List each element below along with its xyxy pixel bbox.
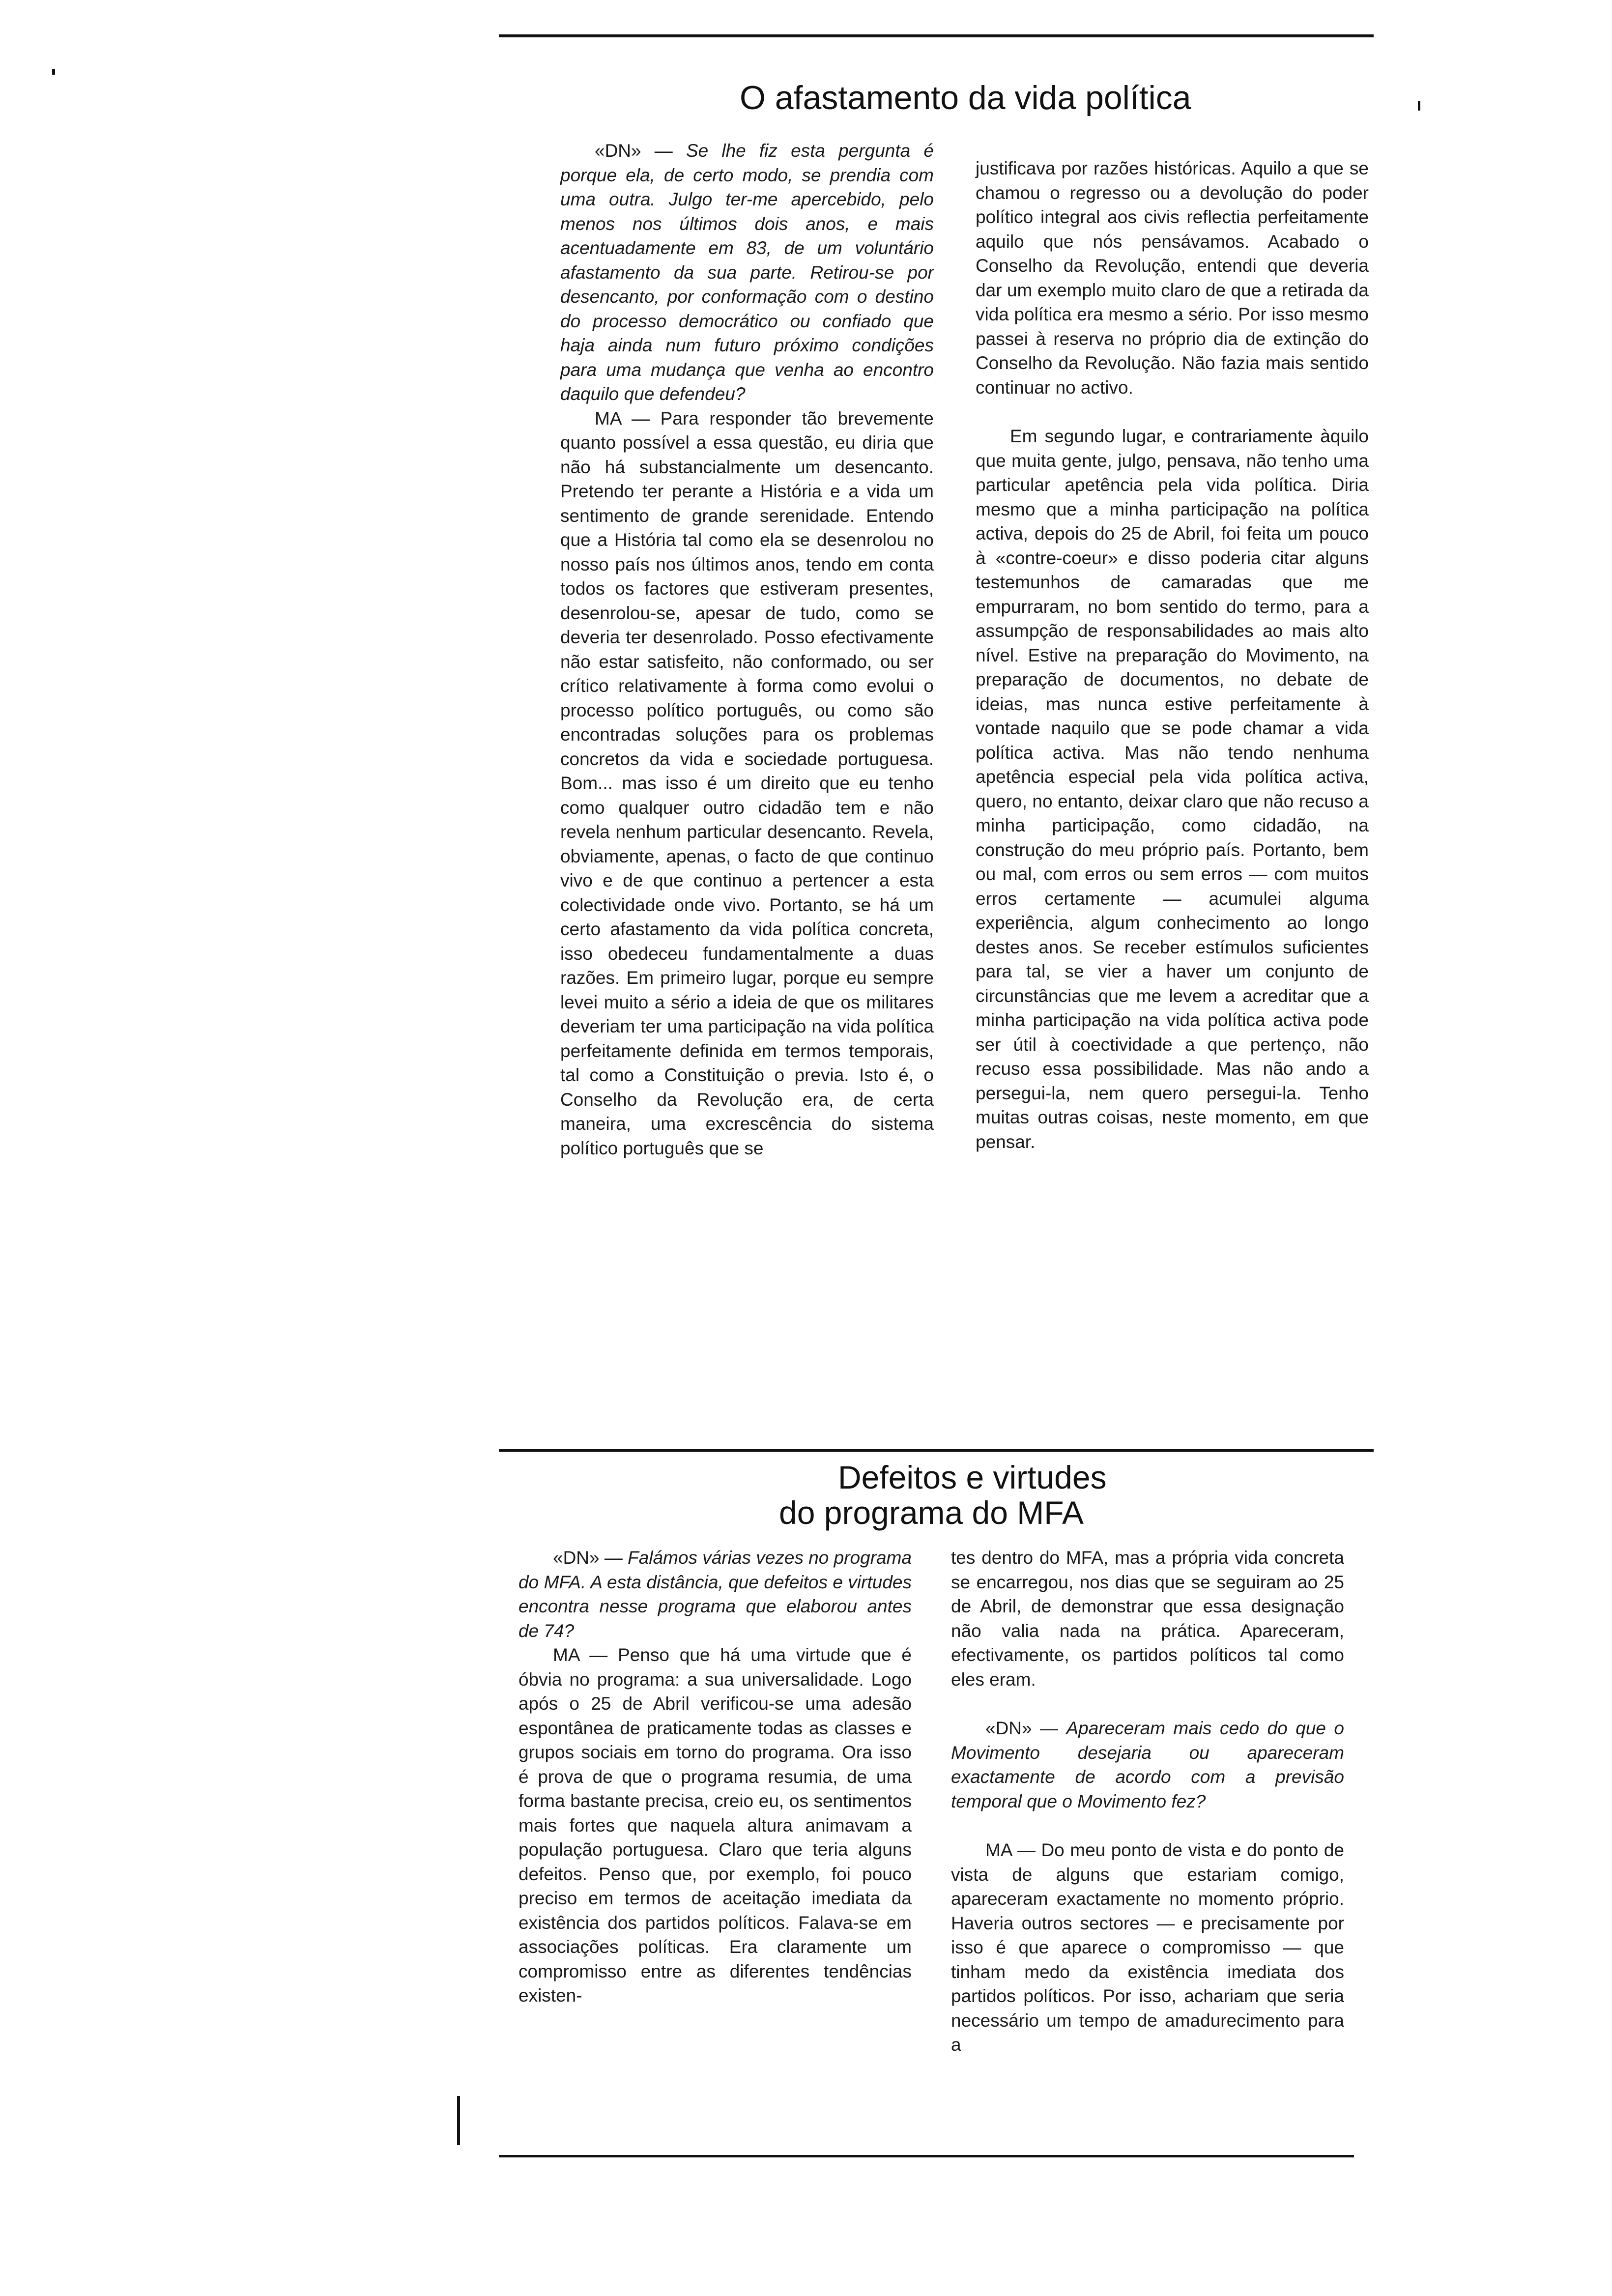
interview-answer — [518, 1643, 912, 2008]
answer-text: Penso que há uma virtude que é óbvia no programa: a sua universalidade. Logo após o 25 de Abril verificou-se uma adesão espontânea de praticamente todas as classes e grupos sociais em torno do programa. Ora isso é prova de que o programa resumia, de uma forma bastante precisa, creio eu, os sentimentos mais fortes que naquela altura animavam a população portuguesa. Claro que teria alguns defeitos. Penso que, por exemplo, foi pouco preciso em termos de aceitação imediata da existência dos partidos políticos. Falava-se em associações políticas. Era claramente um compromisso entre as diferentes tendências existen- — [518, 1645, 912, 2006]
scan-mark-left — [457, 2096, 460, 2145]
bottom-rule — [499, 2155, 1354, 2157]
question-text: Apareceram mais cedo do que o Movimento desejaria ou apareceram exactamente de acordo com a previsão temporal que o Movimento fez? — [951, 1718, 1344, 1811]
speaker-label: MA — — [595, 408, 661, 429]
article-2-right-column — [951, 1546, 1344, 2057]
answer-continuation — [951, 1546, 1344, 1692]
speaker-label: «DN» — — [553, 1548, 628, 1568]
answer-paragraph: Em segundo lugar, e contrariamente àquilo que muita gente, julgo, pensava, não tenho uma particular apetência pela vida política. Diria mesmo que a minha participação na política activa, depois do 25 de Abril, foi feita um pouco à «contre-coeur» e disso poderia citar alguns testemunhos de camaradas que me empurraram, no bom sentido do termo, para a assumpção de responsabilidades ao mais alto nível. Estive na preparação do Movimento, na preparação de documentos, no debate de ideias, mas nunca estive perfeitamente à vontade naquilo que se pode chamar a vida política activa. Mas não tendo nenhuma apetência especial pela vida política activa, quero, no entanto, deixar claro que não recuso a minha participação, como cidadão, na construção do meu próprio país. Portanto, bem ou mal, com erros ou sem erros — com muitos erros certamente — acumulei alguma experiência, algum conhecimento ao longo destes anos. Se receber estímulos suficientes para tal, se vier a haver um conjunto de circunstâncias que me levem a acreditar que a minha participação na vida política activa pode ser útil à coectividade a que pertenço, não recuso essa possibilidade. Mas não ando a persegui-la, nem quero persegui-la. Tenho muitas outras coisas, neste momento, em que pensar. — [976, 426, 1369, 1152]
speaker-label: MA — — [985, 1840, 1041, 1860]
article-2-title-line-2: do programa do MFA — [779, 1494, 1084, 1531]
article-2-left-column — [518, 1546, 912, 2008]
answer-text: Do meu ponto de vista e do ponto de vista de alguns que estariam comigo, apareceram exactamente no momento próprio. Haveria outros sectores — e precisamente por isso é que aparece o compromisso — que tinham medo da existência imediata dos partidos políticos. Por isso, achariam que seria necessário um tempo de amadurecimento para a — [951, 1840, 1344, 2055]
article-1-right-column — [976, 156, 1369, 1154]
answer-text: tes dentro do MFA, mas a própria vida concreta se encarregou, nos dias que se seguiram ao 25 de Abril, de demonstrar que essa designação não valia nada na prática. Apareceram, efectivamente, os partidos políticos tal como eles eram. — [951, 1548, 1344, 1690]
answer-text: Para responder tão brevemente quanto possível a essa questão, eu diria que não há substancialmente um desencanto. Pretendo ter perante a História e a vida um sentimento de grande serenidade. Entendo que a História tal como ela se desenrolou no nosso país nos últimos anos, tendo em conta todos os factores que estiveram presentes, desenrolou-se, apesar de tudo, como se deveria ter desenrolado. Posso efectivamente não estar satisfeito, não conformado, ou ser crítico relativamente à forma como evolui o processo político português, ou como são encontradas soluções para os problemas concretos da vida e sociedade portuguesa. Bom... mas isso é um direito que eu tenho como qualquer outro cidadão tem e não revela nenhum particular desencanto. Revela, obviamente, apenas, o facto de que continuo vivo e de que continuo a pertencer a esta colectividade onde vivo. Portanto, se há um certo afastamento da vida política concreta, isso obedeceu fundamentalmente a duas razões. Em primeiro lugar, porque eu sempre levei muito a sério a ideia de que os militares deveriam ter uma participação na vida política perfeitamente definida em termos temporais, tal como a Constituição o previa. Isto é, o Conselho da Revolução era, de certa maneira, uma excrescência do sistema político português que se — [560, 408, 934, 1158]
top-rule — [499, 34, 1374, 37]
speaker-label: «DN» — — [595, 141, 686, 161]
article-1-left-column — [560, 139, 934, 1160]
scan-mark-right — [1418, 101, 1420, 111]
scan-mark-corner — [52, 69, 55, 75]
interview-answer — [951, 1838, 1344, 2057]
speaker-label: «DN» — — [985, 1718, 1066, 1738]
speaker-label: MA — — [553, 1645, 618, 1665]
interview-answer — [560, 406, 934, 1161]
interview-question — [518, 1546, 912, 1643]
article-1-title: O afastamento da vida política — [740, 79, 1191, 116]
section-divider-rule — [499, 1449, 1374, 1452]
interview-question — [560, 139, 934, 406]
interview-question — [951, 1716, 1344, 1813]
article-2-title-line-1: Defeitos e virtudes — [838, 1459, 1107, 1495]
question-text: Falámos várias vezes no programa do MFA. A esta distância, que defeitos e virtudes encontra nesse programa que elaborou antes de 74? — [518, 1548, 912, 1641]
answer-continuation: justificava por razões históricas. Aquilo a que se chamou o regresso ou a devolução do poder político integral aos civis reflectia perfeitamente aquilo que nós pensávamos. Acabado o Conselho da Revolução, entendi que deveria dar um exemplo muito claro de que a retirada da vida política era mesmo a sério. Por isso mesmo passei à reserva no próprio dia de extinção do Conselho da Revolução. Não fazia mais sentido continuar no activo. — [976, 158, 1369, 398]
question-text: Se lhe fiz esta pergunta é porque ela, de certo modo, se prendia com uma outra. Julgo ter-me apercebido, pelo menos nos últimos dois anos, e mais acentuadamente em 83, de um voluntário afastamento da sua parte. Retirou-se por desencanto, por conformação com o destino do processo democrático ou confiado que haja ainda num futuro próximo condições para uma mudança que venha ao encontro daquilo que defendeu? — [560, 141, 934, 404]
